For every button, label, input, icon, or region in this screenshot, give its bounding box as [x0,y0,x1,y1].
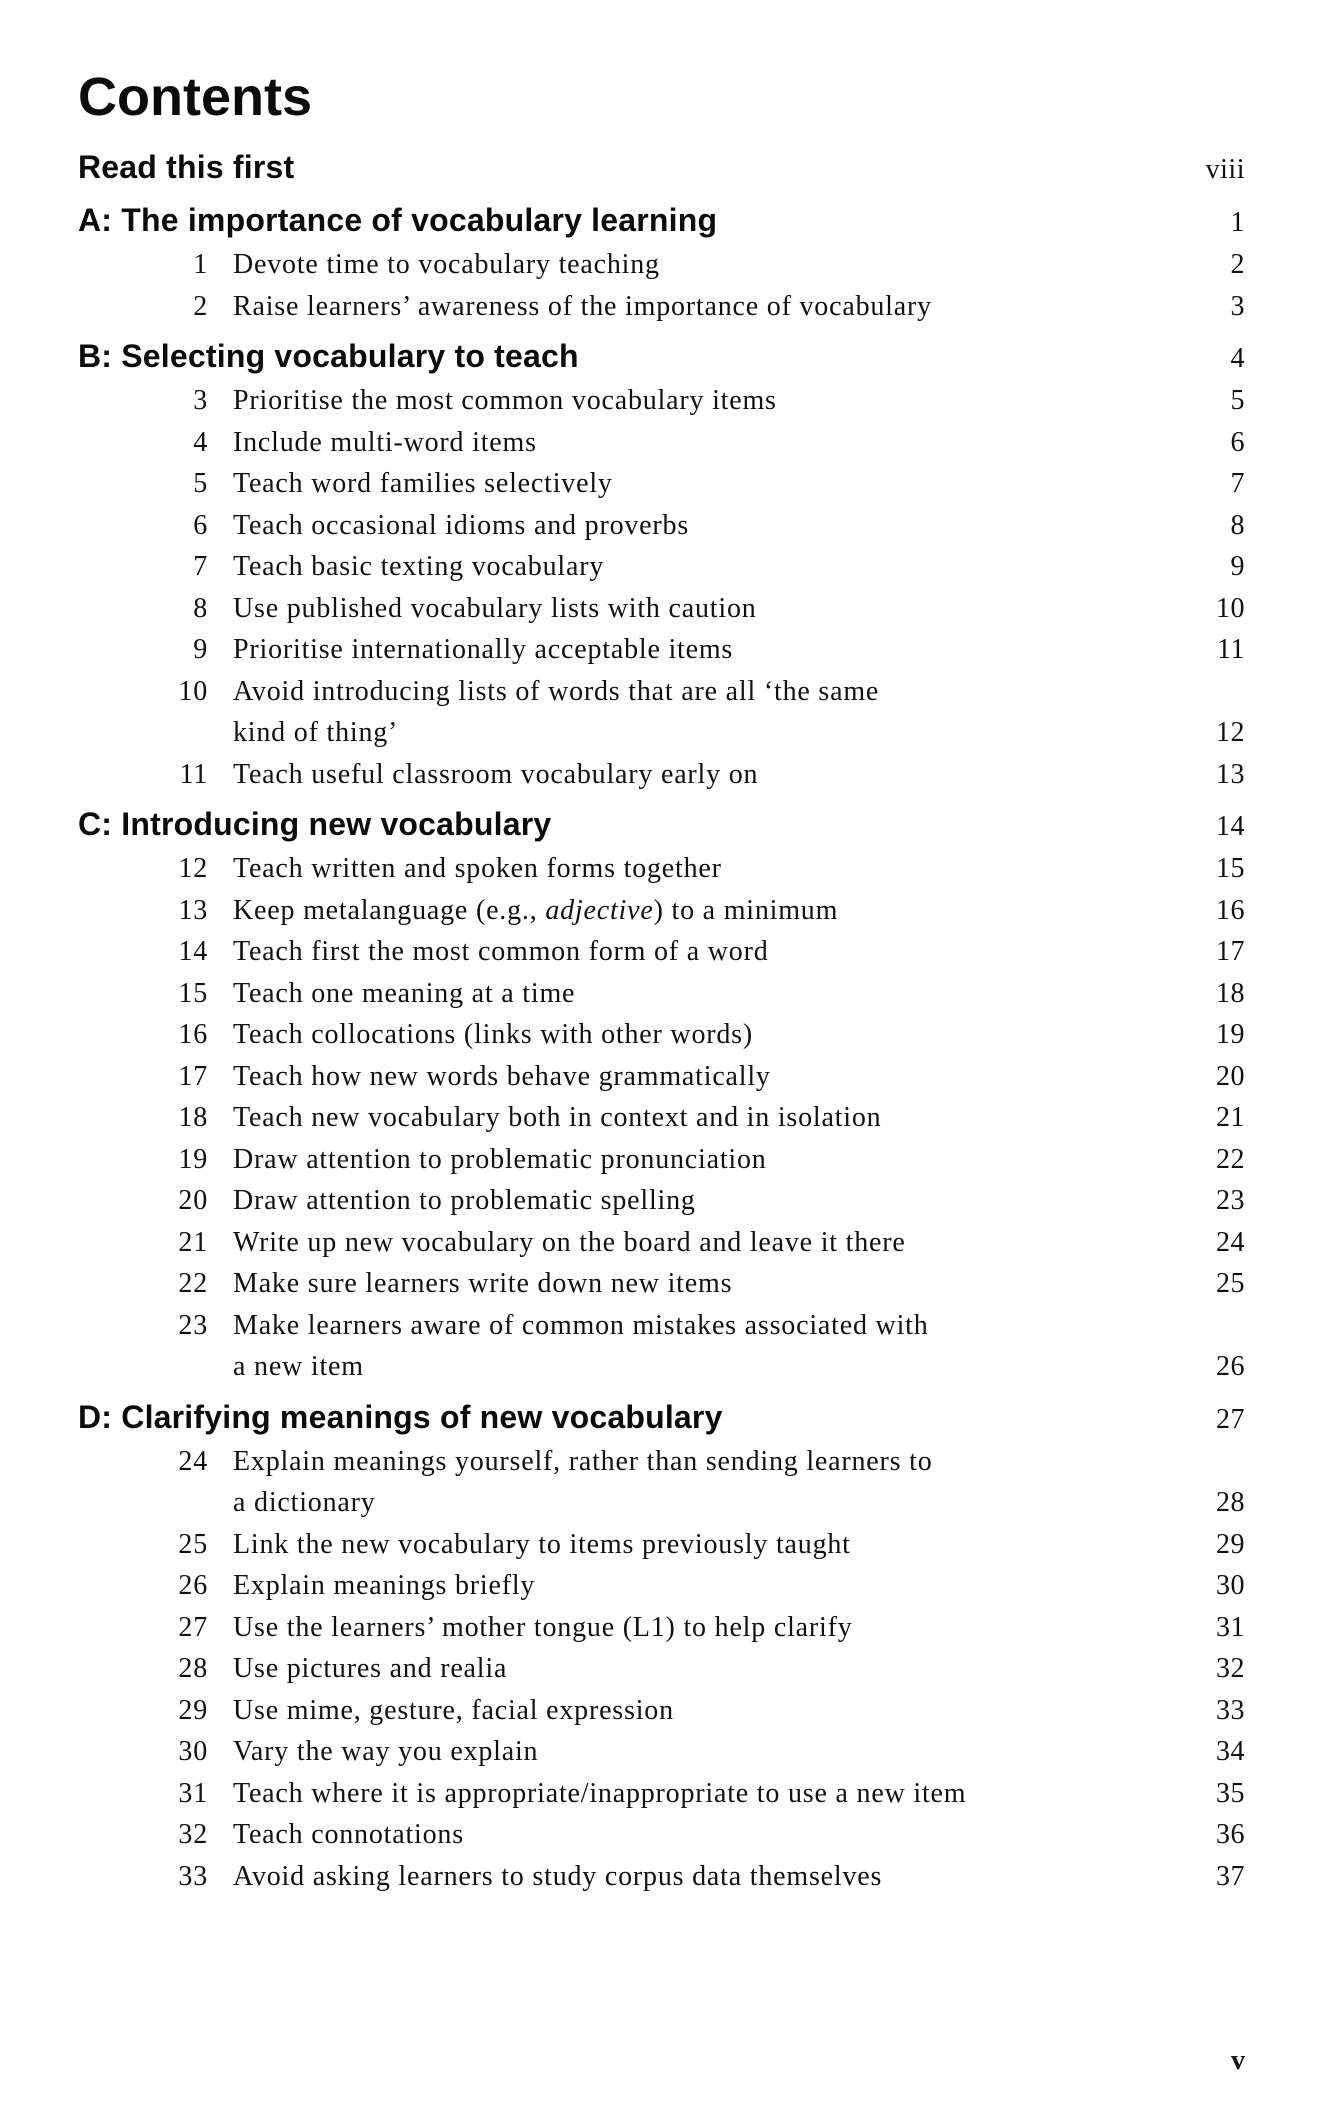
entry-text-segment: Explain meanings yourself, rather than sending learners to [233,1445,933,1477]
entry-text-segment: Devote time to vocabulary teaching [233,249,660,280]
entry-text [233,463,613,505]
entry-text [233,588,757,630]
entry-page-number: 26 [1216,1351,1245,1382]
entry-number: 25 [178,1528,208,1560]
entry-page-number: 32 [1216,1653,1245,1684]
section-label: A: The importance of vocabulary learning [78,202,718,238]
entry-text [233,546,604,588]
toc-item [78,463,1245,505]
entry-text-segment: a new item [233,1351,364,1382]
entry-number: 2 [193,290,208,322]
entry-text-segment: Use pictures and realia [233,1653,508,1684]
entry-number: 23 [178,1309,208,1341]
toc-item [78,671,1245,713]
toc-item [78,380,1245,422]
toc-item [78,848,1245,890]
entry-text-segment: Teach how new words behave grammatically [233,1060,771,1092]
entry-text-segment: Draw attention to problematic spelling [233,1185,696,1216]
entry-text-segment: Include multi-word items [233,426,537,458]
toc-list [78,146,1245,1897]
entry-number: 8 [193,592,208,624]
entry-number: 30 [178,1736,208,1767]
entry-text-segment: Teach written and spoken forms together [233,853,722,884]
entry-number: 19 [178,1143,208,1175]
entry-text-segment: Use the learners’ mother tongue (L1) to help clarify [233,1611,853,1643]
entry-text [233,1648,507,1690]
toc-item [78,588,1245,630]
entry-text-segment: Teach one meaning at a time [233,977,576,1009]
entry-page-number: 13 [1216,758,1245,790]
entry-number: 32 [178,1819,208,1850]
entry-text-segment: a dictionary [233,1487,376,1518]
entry-number: 21 [178,1226,208,1258]
entry-page-number: 16 [1216,894,1245,926]
entry-text [233,1014,753,1056]
entry-page-number: 28 [1216,1487,1245,1518]
toc-item-continuation [78,1482,1245,1524]
toc-item [78,890,1245,932]
entry-text [233,1814,464,1856]
toc-item [78,1014,1245,1056]
toc-item [78,1856,1245,1898]
entry-text-segment: Vary the way you explain [233,1736,539,1767]
entry-number: 5 [193,468,208,499]
entry-page-number: 27 [1216,1403,1245,1435]
entry-text-segment: Teach occasional idioms and proverbs [233,509,690,541]
entry-text [233,1690,674,1732]
section-label: B: Selecting vocabulary to teach [78,338,579,374]
entry-number: 4 [193,426,208,458]
entry-page-number: 10 [1216,592,1245,624]
toc-item [78,1263,1245,1305]
entry-number: 22 [178,1268,208,1299]
entry-page-number: viii [1205,154,1245,185]
entry-text-segment: Raise learners’ awareness of the importance of vocabulary [233,290,932,322]
toc-item [78,1565,1245,1607]
entry-number: 13 [178,894,208,926]
entry-text [233,1441,933,1483]
entry-page-number: 11 [1217,634,1245,665]
entry-page-number: 21 [1216,1102,1245,1133]
entry-text-segment: Make sure learners write down new items [233,1268,733,1299]
section-label: D: Clarifying meanings of new vocabulary [78,1398,723,1435]
entry-page-number: 6 [1230,426,1245,458]
entry-text [233,244,660,286]
entry-page-number: 25 [1216,1268,1245,1299]
toc-item [78,1648,1245,1690]
entry-number: 14 [178,936,208,967]
entry-page-number: 35 [1216,1777,1245,1809]
entry-text [233,754,758,796]
entry-number: 31 [178,1777,208,1809]
entry-text-segment: Teach where it is appropriate/inappropriate to use a new item [233,1777,967,1809]
entry-text-segment: Teach collocations (links with other words) [233,1019,753,1050]
entry-text [233,1180,696,1222]
entry-text-segment: Teach useful classroom vocabulary early on [233,758,759,790]
entry-text-segment: Make learners aware of common mistakes associated with [233,1309,929,1341]
toc-item [78,1607,1245,1649]
entry-text [233,1524,851,1566]
entry-page-number: 29 [1216,1528,1245,1560]
entry-page-number: 37 [1216,1860,1245,1892]
entry-text [233,1346,364,1388]
section-label: Read this first [78,149,295,185]
entry-text [233,1305,929,1347]
entry-text-segment: Keep metalanguage (e.g., [233,894,546,926]
entry-page-number: 5 [1230,385,1245,416]
toc-item [78,1056,1245,1098]
entry-page-number: 17 [1216,936,1245,967]
entry-text-segment: Teach first the most common form of a word [233,936,769,967]
entry-page-number: 20 [1216,1060,1245,1092]
page-title: Contents [78,67,312,127]
entry-page-number: 22 [1216,1143,1245,1175]
entry-text [233,1263,732,1305]
entry-text-segment: Explain meanings briefly [233,1570,536,1601]
toc-item [78,1731,1245,1773]
entry-page-number: 24 [1216,1226,1245,1258]
entry-page-number: 33 [1216,1694,1245,1726]
entry-page-number: 34 [1216,1736,1245,1767]
entry-number: 10 [178,675,208,707]
entry-number: 29 [178,1694,208,1726]
entry-number: 26 [178,1570,208,1601]
entry-text-segment: Link the new vocabulary to items previously taught [233,1528,851,1560]
entry-text-segment: Prioritise the most common vocabulary items [233,385,777,416]
toc-item [78,505,1245,547]
entry-text-segment: Use published vocabulary lists with caution [233,592,757,624]
entry-text [233,931,769,973]
toc-item [78,1690,1245,1732]
entry-page-number: 23 [1216,1185,1245,1216]
toc-item [78,1180,1245,1222]
entry-page-number: 8 [1230,509,1245,541]
entry-number: 11 [179,758,208,790]
entry-page-number: 12 [1216,717,1245,748]
entry-number: 28 [178,1653,208,1684]
entry-number: 17 [178,1060,208,1092]
entry-page-number: 7 [1230,468,1245,499]
entry-page-number: 1 [1230,207,1245,238]
toc-item [78,1097,1245,1139]
toc-section-heading [78,199,1245,244]
toc-item [78,1139,1245,1181]
entry-text [233,1056,771,1098]
toc-item [78,546,1245,588]
section-label: C: Introducing new vocabulary [78,806,552,842]
toc-item [78,629,1245,671]
entry-text-segment: Teach word families selectively [233,468,613,499]
entry-page-number: 2 [1230,249,1245,280]
entry-number: 15 [178,977,208,1009]
entry-page-number: 14 [1216,811,1245,842]
entry-text-segment: Teach new vocabulary both in context and in isolation [233,1102,882,1133]
entry-text [233,1773,966,1815]
toc-item [78,1773,1245,1815]
entry-text [233,629,733,671]
entry-text-segment: Teach basic texting vocabulary [233,551,605,582]
toc-item-continuation [78,1346,1245,1388]
entry-number: 12 [178,853,208,884]
entry-text-segment: Avoid asking learners to study corpus data themselves [233,1860,883,1892]
entry-text [233,1222,906,1264]
entry-text-segment: Prioritise internationally acceptable items [233,634,734,665]
entry-text [233,422,537,464]
entry-page-number: 15 [1216,853,1245,884]
entry-text-segment: ) to a minimum [653,894,839,926]
entry-text [233,1856,882,1898]
entry-number: 18 [178,1102,208,1133]
entry-text [233,890,838,932]
entry-text [233,380,777,422]
toc-item [78,244,1245,286]
entry-text [233,1565,535,1607]
toc-item [78,286,1245,328]
toc-item [78,1305,1245,1347]
entry-text [233,848,722,890]
entry-page-number: 31 [1216,1611,1245,1643]
folio-page-number: v [1231,2045,1245,2076]
entry-text-segment: kind of thing’ [233,717,399,748]
entry-number: 3 [193,385,208,416]
toc-item-continuation [78,712,1245,754]
entry-text [233,671,879,713]
entry-text [233,1731,538,1773]
entry-page-number: 19 [1216,1019,1245,1050]
entry-text-segment: Use mime, gesture, facial expression [233,1694,674,1726]
entry-number: 1 [193,249,208,280]
entry-text [233,1139,767,1181]
entry-page-number: 30 [1216,1570,1245,1601]
entry-number: 7 [193,551,208,582]
entry-number: 9 [193,634,208,665]
entry-number: 27 [178,1611,208,1643]
entry-page-number: 3 [1230,290,1245,322]
entry-page-number: 9 [1230,551,1245,582]
entry-text-segment: Write up new vocabulary on the board and leave it there [233,1226,906,1258]
toc-item [78,754,1245,796]
toc-item [78,422,1245,464]
entry-page-number: 18 [1216,977,1245,1009]
entry-text-italic: adjective [545,894,654,926]
entry-page-number: 36 [1216,1819,1245,1850]
entry-number: 33 [178,1860,208,1892]
toc-item [78,973,1245,1015]
entry-number: 24 [178,1445,208,1477]
toc-section-heading [78,1396,1245,1441]
toc-section-heading [78,803,1245,848]
entry-number: 16 [178,1019,208,1050]
entry-number: 20 [178,1185,208,1216]
entry-page-number: 4 [1230,343,1245,374]
toc-item [78,1814,1245,1856]
toc-item [78,1524,1245,1566]
entry-text [233,1607,853,1649]
toc-item [78,1441,1245,1483]
entry-text-segment: Teach connotations [233,1819,464,1850]
entry-text-segment: Draw attention to problematic pronunciation [233,1143,767,1175]
toc-item [78,1222,1245,1264]
entry-number: 6 [193,509,208,541]
entry-text [233,505,689,547]
entry-text [233,286,932,328]
entry-text [233,1097,882,1139]
toc-item [78,931,1245,973]
entry-text [233,1482,376,1524]
entry-text-segment: Avoid introducing lists of words that are all ‘the same [233,675,880,707]
entry-text [233,973,575,1015]
toc-section-heading [78,335,1245,380]
toc-front-entry [78,146,1245,191]
entry-text [233,712,398,754]
